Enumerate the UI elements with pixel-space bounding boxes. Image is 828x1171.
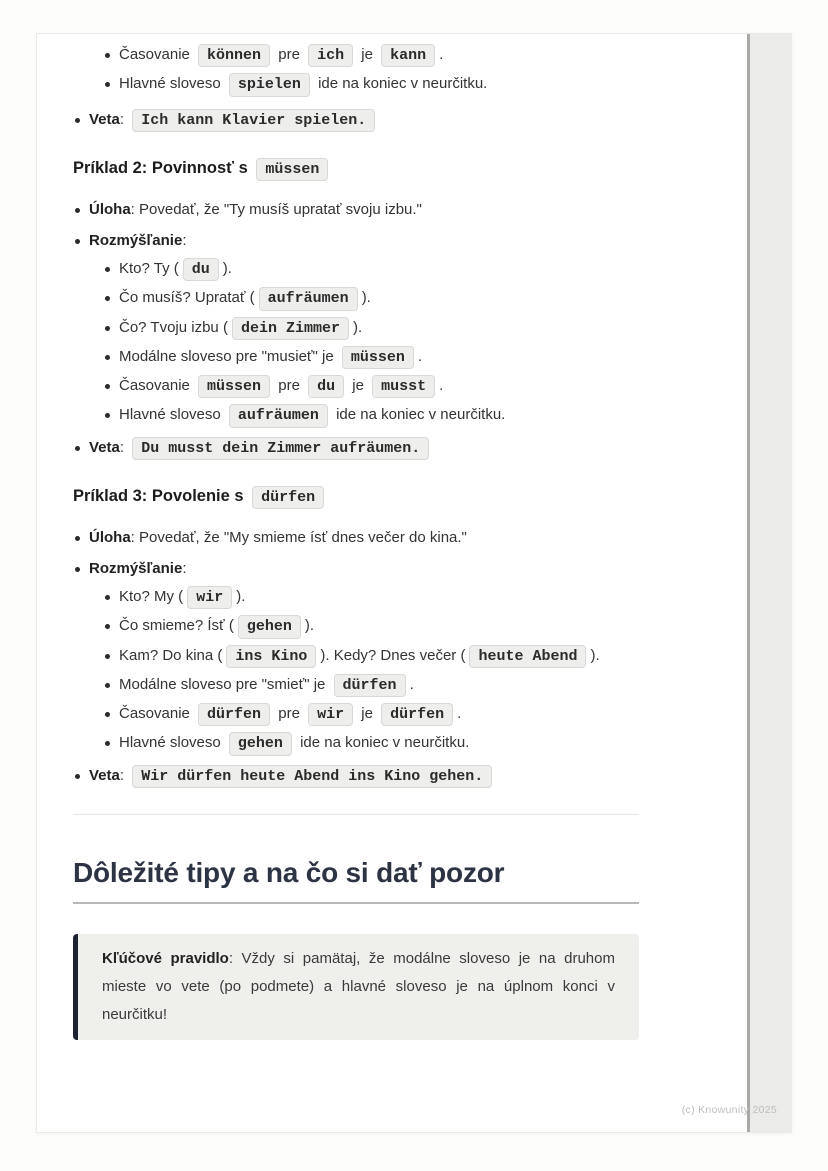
text-run: :: [119, 766, 129, 784]
text-run: .: [417, 347, 423, 365]
code-chip: dürfen: [252, 486, 324, 509]
bullet-icon: [105, 741, 110, 746]
code-chip: aufräumen: [259, 287, 358, 310]
code-chip: aufräumen: [229, 404, 328, 427]
code-chip: ins Kino: [226, 645, 316, 668]
list-item: [119, 703, 639, 726]
code-chip: du: [183, 258, 219, 281]
list-item: [119, 317, 639, 340]
text-run: :: [119, 110, 129, 128]
list-item-text: [89, 529, 467, 546]
bold-run: Veta: [89, 438, 120, 456]
bullet-icon: [105, 326, 110, 331]
list-item: [89, 558, 639, 756]
text-run: ide na koniec v neurčitku.: [313, 75, 488, 93]
document-page: [36, 33, 792, 1133]
code-chip: gehen: [238, 615, 301, 638]
bullet-icon: [75, 536, 80, 541]
text-run: :: [182, 560, 187, 577]
example2-sublist: [89, 258, 639, 428]
bullet-icon: [105, 384, 110, 389]
bold-run: Úloha: [89, 201, 131, 218]
text-run: ide na koniec v neurčitku.: [295, 734, 470, 752]
text-run: Hlavné sloveso: [119, 734, 225, 752]
bullet-icon: [75, 118, 80, 123]
example-2-heading: [73, 156, 639, 181]
bullet-icon: [105, 624, 110, 629]
code-chip: Du musst dein Zimmer aufräumen.: [132, 437, 429, 460]
code-chip: müssen: [198, 375, 270, 398]
text-run: Modálne sloveso pre "smieť" je: [119, 675, 330, 693]
list-item-text: [119, 75, 487, 92]
document-content: [73, 38, 639, 1040]
list-item-text: [89, 111, 379, 128]
code-chip: Ich kann Klavier spielen.: [132, 109, 375, 132]
list-item-text: [119, 676, 414, 693]
text-run: Hlavné sloveso: [119, 406, 225, 424]
example3-sublist: [89, 586, 639, 756]
text-run: :: [182, 232, 187, 249]
bullet-icon: [105, 355, 110, 360]
list-item-text: [119, 46, 443, 63]
text-run: ).: [590, 646, 600, 664]
bullet-icon: [105, 53, 110, 58]
code-chip: dürfen: [334, 674, 406, 697]
code-chip: kann: [381, 44, 435, 67]
list-item: [119, 258, 639, 281]
list-item-text: [119, 260, 232, 277]
list-item-text: [89, 439, 433, 456]
list-item: [119, 615, 639, 638]
text-run: ).: [352, 318, 363, 336]
code-chip: spielen: [229, 73, 310, 96]
text-run: : Povedať, že "Ty musíš upratať svoju izbu.": [130, 201, 422, 218]
text-run: Príklad 2: Povinnosť s: [73, 158, 253, 177]
code-chip: dürfen: [198, 703, 270, 726]
list-item-text: [119, 289, 371, 306]
text-run: : Povedať, že "My smieme ísť dnes večer do kina.": [130, 529, 467, 546]
text-run: Kto? My (: [119, 588, 184, 605]
text-run: ).: [304, 617, 315, 635]
tips-heading: Dôležité tipy a na čo si dať pozor: [73, 857, 639, 904]
list-item-text: [89, 232, 186, 249]
bold-run: Veta: [89, 110, 120, 128]
text-run: Kto? Ty (: [119, 260, 179, 277]
copyright-watermark: (c) Knowunity 2025: [681, 1104, 777, 1116]
text-run: .: [457, 705, 462, 722]
text-run: ide na koniec v neurčitku.: [331, 406, 506, 424]
list-item: [119, 375, 639, 398]
list-item-text: [89, 201, 422, 218]
code-chip: musst: [372, 375, 435, 398]
list-item-text: [89, 560, 186, 577]
scrollbar-track[interactable]: [747, 34, 791, 1132]
list-item-text: [119, 588, 245, 605]
text-run: ). Kedy? Dnes večer (: [320, 646, 466, 664]
text-run: .: [439, 377, 444, 394]
scrollbar-thumb[interactable]: [747, 34, 750, 1132]
text-run: je: [357, 705, 378, 722]
bullet-icon: [105, 267, 110, 272]
text-run: pre: [274, 705, 305, 722]
list-item: [119, 404, 639, 427]
list-item-text: [119, 319, 362, 336]
bullet-icon: [75, 567, 80, 572]
list-item: [119, 586, 639, 609]
list-item: [119, 674, 639, 697]
text-run: pre: [274, 46, 305, 63]
list-item: [89, 765, 639, 788]
code-chip: Wir dürfen heute Abend ins Kino gehen.: [132, 765, 492, 788]
bold-run: Rozmýšľanie: [89, 232, 183, 249]
bullet-icon: [105, 712, 110, 717]
key-rule-callout: [73, 934, 639, 1040]
list-item-text: [119, 377, 443, 394]
text-run: Čo smieme? Ísť (: [119, 617, 234, 635]
bullet-icon: [105, 595, 110, 600]
example1-sentence-list: [73, 109, 639, 132]
list-item: [119, 287, 639, 310]
list-item-text: [119, 406, 505, 423]
text-run: Hlavné sloveso: [119, 75, 225, 93]
list-item-text: [119, 348, 422, 365]
text-run: :: [119, 438, 129, 456]
code-chip: wir: [187, 586, 232, 609]
list-item: [89, 437, 639, 460]
list-item: [89, 109, 639, 132]
text-run: je: [357, 46, 378, 63]
text-run: je: [348, 377, 369, 394]
list-item: [119, 44, 639, 67]
text-run: Modálne sloveso pre "musieť" je: [119, 347, 338, 365]
text-run: Kam? Do kina (: [119, 646, 223, 664]
list-item: [119, 645, 639, 668]
bullet-icon: [75, 446, 80, 451]
bullet-icon: [105, 654, 110, 659]
code-chip: müssen: [256, 158, 328, 181]
code-chip: dein Zimmer: [232, 317, 349, 340]
text-run: Časovanie: [119, 705, 195, 722]
text-run: Čo musíš? Upratať (: [119, 289, 255, 307]
list-item-text: [119, 647, 600, 664]
code-chip: dürfen: [381, 703, 453, 726]
code-chip: können: [198, 44, 270, 67]
example-3-heading: [73, 484, 639, 509]
text-run: Príklad 3: Povolenie s: [73, 486, 249, 505]
bold-run: Kľúčové pravidlo: [102, 949, 229, 967]
text-run: : Vždy si pamätaj, že modálne sloveso je na druhom mieste vo vete (po podmete) a hlavné sloveso je na úplnom konci v neurčitku!: [102, 949, 615, 1023]
bullet-icon: [105, 413, 110, 418]
example3-list: [73, 527, 639, 788]
list-item-text: [119, 734, 469, 751]
text-run: Časovanie: [119, 377, 195, 394]
bullet-icon: [105, 683, 110, 688]
code-chip: wir: [308, 703, 353, 726]
example2-list: [73, 199, 639, 460]
code-chip: gehen: [229, 732, 292, 755]
text-run: .: [409, 675, 414, 693]
text-run: ).: [236, 588, 246, 605]
bullet-icon: [75, 239, 80, 244]
code-chip: ich: [308, 44, 353, 67]
code-chip: heute Abend: [469, 645, 586, 668]
text-run: Čo? Tvoju izbu (: [119, 318, 228, 336]
list-item: [119, 346, 639, 369]
bold-run: Úloha: [89, 529, 131, 546]
code-chip: müssen: [342, 346, 414, 369]
list-item-text: [89, 767, 496, 784]
list-item-text: [119, 617, 314, 634]
list-item: [119, 73, 639, 96]
section-divider: [73, 814, 639, 815]
text-run: pre: [274, 377, 305, 394]
key-rule-text: [102, 945, 615, 1029]
bullet-icon: [75, 208, 80, 213]
text-run: .: [439, 46, 444, 63]
example1-sublist: [73, 44, 639, 97]
bullet-icon: [105, 82, 110, 87]
bullet-icon: [75, 774, 80, 779]
bullet-icon: [105, 296, 110, 301]
list-item: [89, 230, 639, 428]
list-item: [89, 199, 639, 221]
text-run: Časovanie: [119, 46, 195, 63]
list-item: [119, 732, 639, 755]
code-chip: du: [308, 375, 344, 398]
text-run: ).: [222, 260, 232, 277]
text-run: ).: [361, 289, 371, 307]
list-item: [89, 527, 639, 549]
bold-run: Veta: [89, 766, 120, 784]
list-item-text: [119, 705, 461, 722]
bold-run: Rozmýšľanie: [89, 560, 183, 577]
